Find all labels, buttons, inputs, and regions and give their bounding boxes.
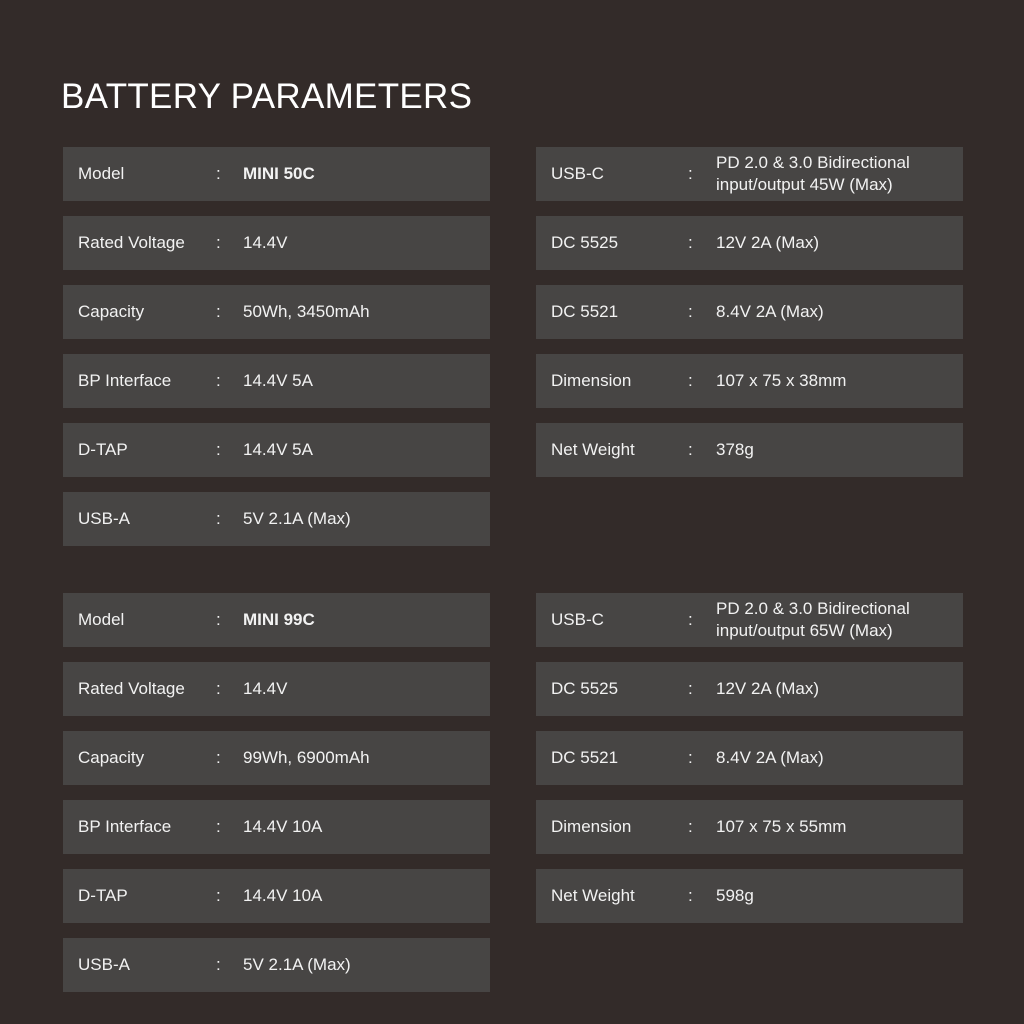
spec-separator: : <box>688 371 693 390</box>
spec-row-usb-c <box>536 147 963 201</box>
spec-label: Rated Voltage <box>78 233 185 252</box>
spec-label: USB-A <box>78 509 130 528</box>
spec-separator: : <box>688 886 693 905</box>
spec-row-dc-5521 <box>536 731 963 785</box>
spec-value-line: input/output 45W (Max) <box>716 175 893 194</box>
spec-label: Net Weight <box>551 886 635 905</box>
spec-row-net-weight <box>536 869 963 923</box>
spec-separator: : <box>688 440 693 459</box>
spec-label: DC 5521 <box>551 302 619 321</box>
spec-value: MINI 50C <box>243 164 315 183</box>
spec-value: 8.4V 2A (Max) <box>716 748 824 767</box>
spec-separator: : <box>216 679 221 698</box>
spec-separator: : <box>216 748 221 767</box>
spec-separator: : <box>688 817 693 836</box>
spec-row-rated-voltage <box>63 216 490 270</box>
spec-row-d-tap <box>63 869 490 923</box>
spec-value-line: PD 2.0 & 3.0 Bidirectional <box>716 153 910 172</box>
spec-row-capacity <box>63 285 490 339</box>
spec-separator: : <box>216 610 221 629</box>
spec-value: 5V 2.1A (Max) <box>243 955 351 974</box>
spec-row-usb-c <box>536 593 963 647</box>
spec-label: Dimension <box>551 817 632 836</box>
spec-separator: : <box>688 610 693 629</box>
spec-row-bp-interface <box>63 354 490 408</box>
spec-value: 107 x 75 x 55mm <box>716 817 847 836</box>
spec-label: D-TAP <box>78 440 128 459</box>
spec-label: BP Interface <box>78 371 172 390</box>
spec-separator: : <box>216 164 221 183</box>
spec-row-usb-a <box>63 938 490 992</box>
spec-row-dimension <box>536 354 963 408</box>
spec-value-line: input/output 65W (Max) <box>716 621 893 640</box>
spec-value: 14.4V 5A <box>243 440 313 459</box>
spec-value: 12V 2A (Max) <box>716 233 819 252</box>
spec-value: 5V 2.1A (Max) <box>243 509 351 528</box>
spec-row-dimension <box>536 800 963 854</box>
spec-row-model <box>63 147 490 201</box>
spec-label: DC 5521 <box>551 748 619 767</box>
spec-value: 14.4V <box>243 679 288 698</box>
spec-label: D-TAP <box>78 886 128 905</box>
spec-separator: : <box>688 679 693 698</box>
spec-value: 14.4V 10A <box>243 817 323 836</box>
spec-value <box>716 598 956 642</box>
spec-row-usb-a <box>63 492 490 546</box>
spec-row-dc-5521 <box>536 285 963 339</box>
spec-label: Model <box>78 164 125 183</box>
spec-row-d-tap <box>63 423 490 477</box>
spec-separator: : <box>688 233 693 252</box>
spec-separator: : <box>688 164 693 183</box>
spec-row-dc-5525 <box>536 216 963 270</box>
spec-label: DC 5525 <box>551 233 619 252</box>
spec-row-bp-interface <box>63 800 490 854</box>
spec-separator: : <box>688 748 693 767</box>
spec-value: 50Wh, 3450mAh <box>243 302 370 321</box>
spec-row-rated-voltage <box>63 662 490 716</box>
spec-value: 12V 2A (Max) <box>716 679 819 698</box>
spec-value: 99Wh, 6900mAh <box>243 748 370 767</box>
spec-value: 14.4V 5A <box>243 371 313 390</box>
spec-value: 598g <box>716 886 754 905</box>
spec-value: 8.4V 2A (Max) <box>716 302 824 321</box>
spec-value: 378g <box>716 440 754 459</box>
spec-label: Dimension <box>551 371 632 390</box>
spec-separator: : <box>216 886 221 905</box>
spec-separator: : <box>216 233 221 252</box>
spec-value: 14.4V 10A <box>243 886 323 905</box>
spec-value-line: PD 2.0 & 3.0 Bidirectional <box>716 599 910 618</box>
spec-separator: : <box>216 440 221 459</box>
spec-value: 14.4V <box>243 233 288 252</box>
spec-row-model <box>63 593 490 647</box>
spec-row-net-weight <box>536 423 963 477</box>
spec-value: 107 x 75 x 38mm <box>716 371 847 390</box>
spec-label: USB-C <box>551 164 604 183</box>
page-title: BATTERY PARAMETERS <box>61 77 473 116</box>
spec-separator: : <box>216 371 221 390</box>
spec-label: Net Weight <box>551 440 635 459</box>
spec-separator: : <box>216 302 221 321</box>
spec-separator: : <box>216 817 221 836</box>
spec-row-capacity <box>63 731 490 785</box>
spec-label: Capacity <box>78 302 145 321</box>
spec-row-dc-5525 <box>536 662 963 716</box>
spec-separator: : <box>216 955 221 974</box>
spec-label: USB-C <box>551 610 604 629</box>
spec-label: BP Interface <box>78 817 172 836</box>
spec-label: Rated Voltage <box>78 679 185 698</box>
spec-label: USB-A <box>78 955 130 974</box>
spec-label: Capacity <box>78 748 145 767</box>
spec-value: MINI 99C <box>243 610 315 629</box>
spec-label: Model <box>78 610 125 629</box>
spec-label: DC 5525 <box>551 679 619 698</box>
spec-separator: : <box>688 302 693 321</box>
spec-value <box>716 152 956 196</box>
spec-separator: : <box>216 509 221 528</box>
